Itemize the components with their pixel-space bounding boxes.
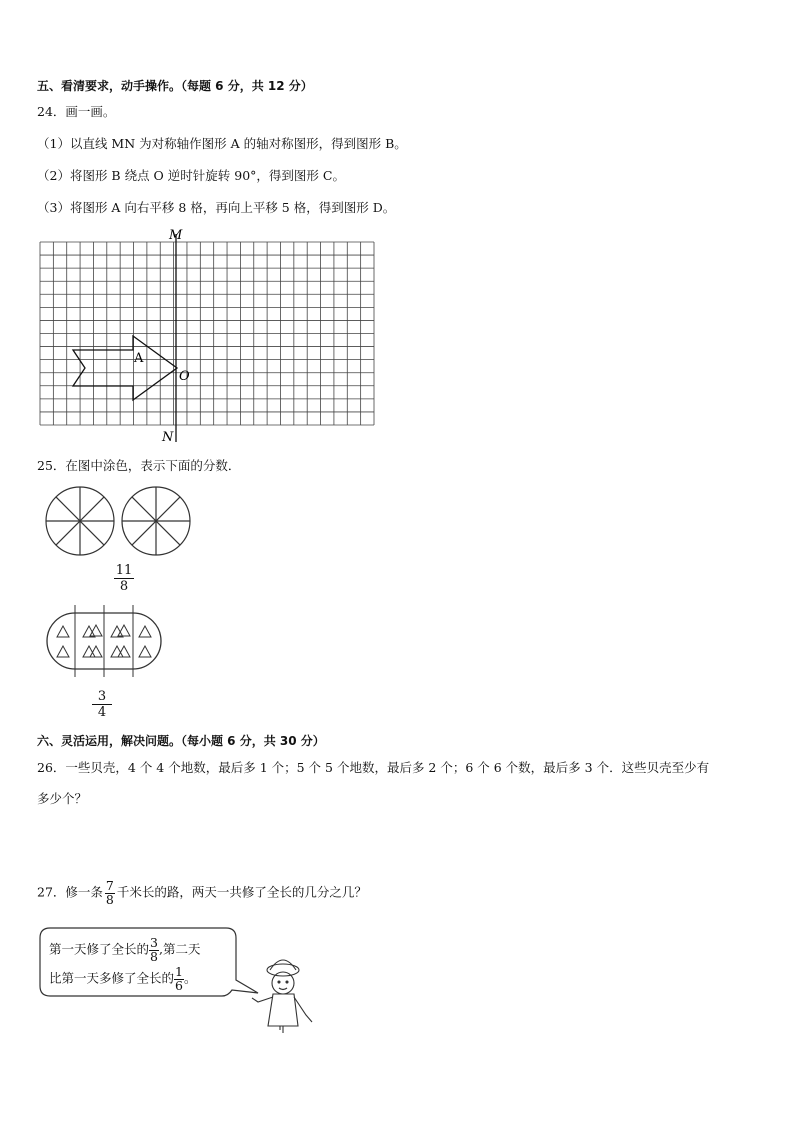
q24-item-1: （1）以直线 MN 为对称轴作图形 A 的轴对称图形，得到图形 B。	[37, 136, 407, 151]
q24-item-2: （2）将图形 B 绕点 O 逆时针旋转 90°，得到图形 C。	[37, 168, 345, 183]
bubble-line1-before: 第一天修了全长的	[49, 941, 150, 957]
fraction2-numerator: 3	[97, 689, 107, 704]
q25-title: 25．在图中涂色，表示下面的分数．	[37, 458, 241, 473]
q26-line1: 26．一些贝壳，4 个 4 个地数，最后多 1 个；5 个 5 个地数，最后多 2 个；6 个 6 个数，最后多 3 个．这些贝壳至少有	[37, 760, 710, 775]
bubble-frac2-denominator: 6	[175, 977, 183, 993]
bubble-line1-after: ,第二天	[158, 941, 201, 957]
section5-heading: 五、看清要求，动手操作。（每题 6 分，共 12 分）	[37, 79, 313, 93]
section6-heading: 六、灵活运用，解决问题。（每小题 6 分，共 30 分）	[37, 734, 325, 748]
q27-after: 千米长的路，两天一共修了全长的几分之几？	[116, 884, 367, 900]
q24-item-3: （3）将图形 A 向右平移 8 格，再向上平移 5 格，得到图形 D。	[37, 200, 396, 215]
bubble-frac2-numerator: 1	[175, 964, 183, 979]
q27-before: 27．修一条	[37, 884, 103, 900]
fraction2-denominator: 4	[92, 704, 112, 720]
bubble-line2-after: 。	[183, 970, 197, 986]
fraction1-numerator: 11	[115, 563, 133, 578]
q24-title: 24．画一画。	[37, 104, 116, 119]
label-n: N	[162, 430, 174, 445]
q27-frac-denominator: 8	[105, 891, 114, 907]
fraction1-denominator: 8	[114, 578, 134, 594]
label-m: M	[169, 228, 183, 243]
q27-frac-numerator: 7	[105, 878, 114, 893]
label-o: O	[179, 369, 190, 384]
bubble-frac1-numerator: 3	[150, 935, 158, 950]
bubble-line2-before: 比第一天多修了全长的	[49, 970, 175, 986]
label-a: A	[134, 351, 144, 366]
q26-line2: 多少个？	[37, 791, 88, 806]
bubble-frac1-denominator: 8	[150, 948, 158, 964]
